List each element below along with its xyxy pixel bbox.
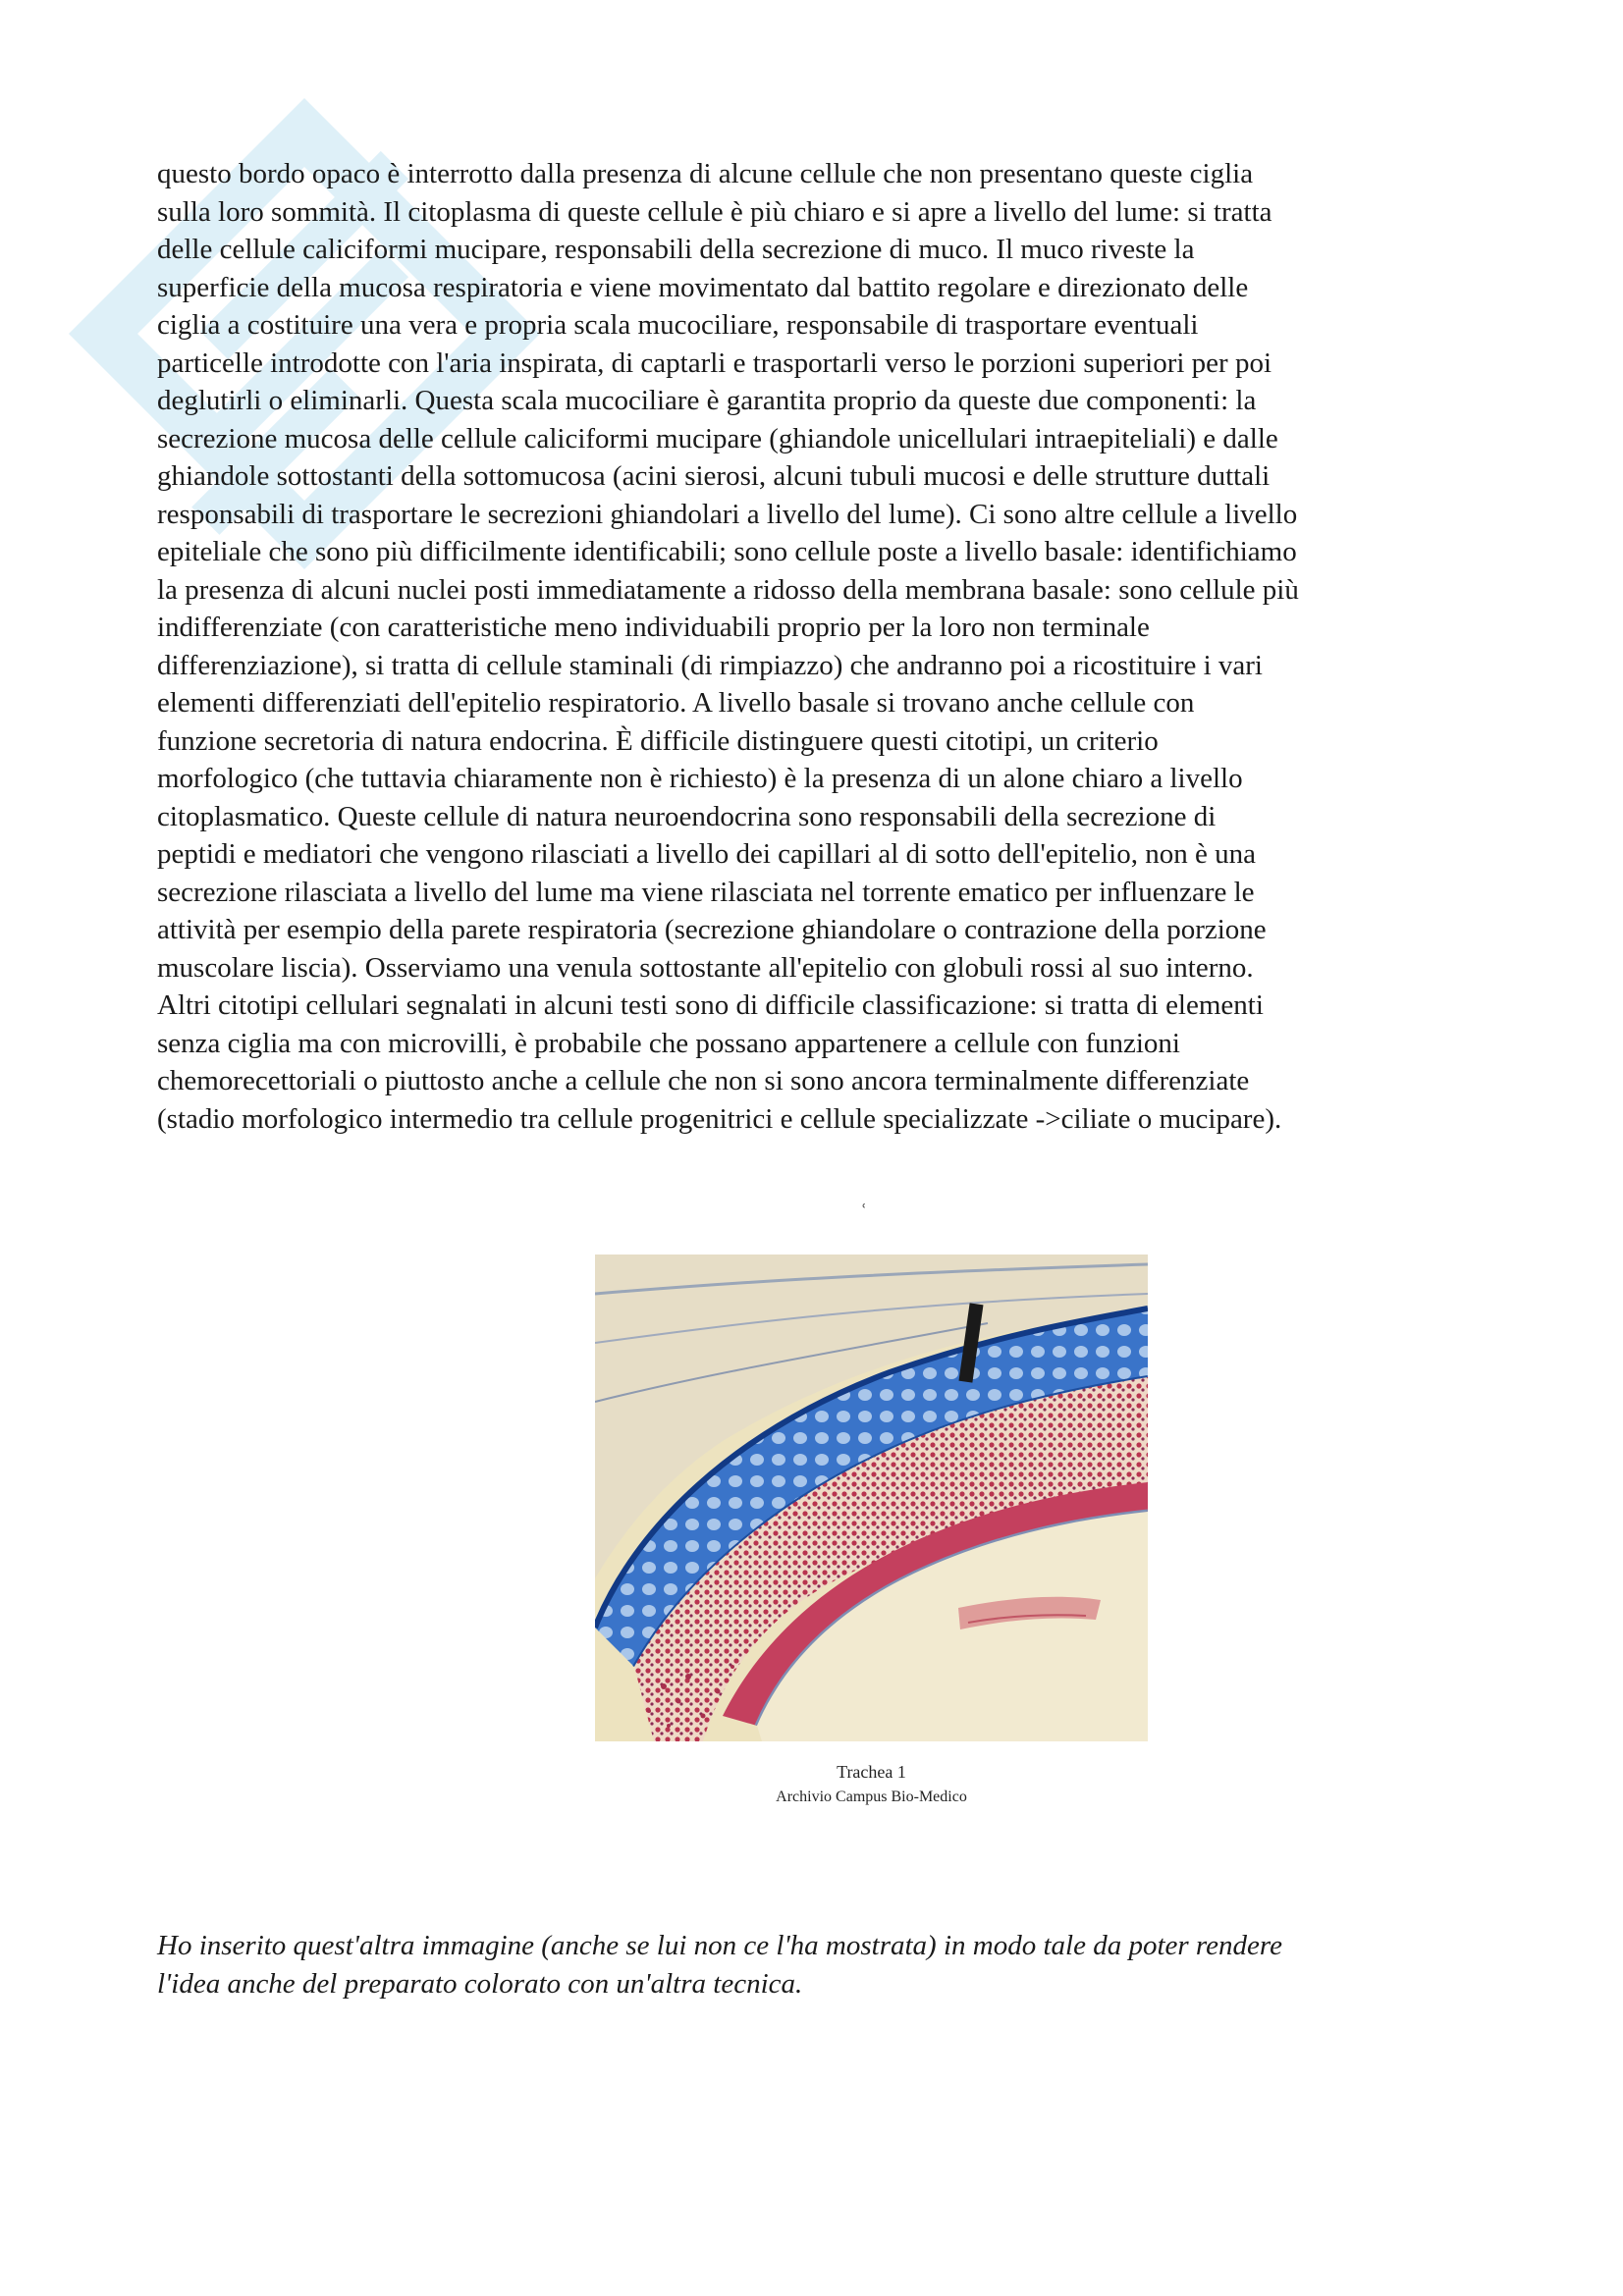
figure-caption-source: Archivio Campus Bio-Medico bbox=[776, 1789, 967, 1805]
figure-caption-title: Trachea 1 bbox=[837, 1762, 906, 1782]
paragraph-line: morfologico (che tuttavia chiaramente non è richiesto) è la presenza di un alone chiaro a livello bbox=[157, 763, 1243, 794]
paragraph-line: differenziazione), si tratta di cellule staminali (di rimpiazzo) che andranno poi a ricostituire i vari bbox=[157, 649, 1263, 681]
stray-mark: ʿ bbox=[860, 1200, 868, 1224]
paragraph-line: sulla loro sommità. Il citoplasma di queste cellule è più chiaro e si apre a livello del lume: si tratta bbox=[157, 195, 1272, 228]
paragraph-line: secrezione rilasciata a livello del lume ma viene rilasciata nel torrente ematico per influenzare le bbox=[157, 876, 1255, 908]
paragraph-line: particelle introdotte con l'aria inspirata, di captarli e trasportarli verso le porzioni superiori per poi bbox=[157, 347, 1272, 379]
body-paragraph bbox=[157, 155, 1492, 1138]
paragraph-line: citoplasmatico. Queste cellule di natura neuroendocrina sono responsabili della secrezione di bbox=[157, 800, 1217, 832]
paragraph-line: questo bordo opaco è interrotto dalla presenza di alcune cellule che non presentano queste ciglia bbox=[157, 158, 1254, 189]
note-line: Ho inserito quest'altra immagine (anche se lui non ce l'ha mostrata) in modo tale da poter rendere bbox=[157, 1930, 1282, 1961]
trachea-histology-image bbox=[595, 1255, 1148, 1741]
paragraph-line: responsabili di trasportare le secrezioni ghiandolari a livello del lume). Ci sono altre cellule a livello bbox=[157, 498, 1298, 530]
paragraph-line: chemorecettoriali o piuttosto anche a cellule che non si sono ancora terminalmente differenziate bbox=[157, 1065, 1250, 1096]
paragraph-line: Altri citotipi cellulari segnalati in alcuni testi sono di difficile classificazione: si tratta di elementi bbox=[157, 989, 1264, 1021]
paragraph-line: secrezione mucosa delle cellule caliciformi mucipare (ghiandole unicellulari intraepiteliali) e dalle bbox=[157, 422, 1278, 454]
paragraph-line: deglutirli o eliminarli. Questa scala mucociliare è garantita proprio da queste due componenti: la bbox=[157, 385, 1257, 416]
paragraph-line: funzione secretoria di natura endocrina. È difficile distinguere questi citotipi, un criterio bbox=[157, 724, 1159, 757]
paragraph-line: peptidi e mediatori che vengono rilasciati a livello dei capillari al di sotto dell'epitelio, non è una bbox=[157, 838, 1256, 870]
paragraph-line: superficie della mucosa respiratoria e viene movimentato dal battito regolare e direzionato delle bbox=[157, 271, 1249, 303]
paragraph-line: senza ciglia ma con microvilli, è probabile che possano appartenere a cellule con funzioni bbox=[157, 1027, 1180, 1059]
paragraph-line: delle cellule caliciformi mucipare, responsabili della secrezione di muco. Il muco riveste la bbox=[157, 234, 1195, 265]
paragraph-line: indifferenziate (con caratteristiche meno individuabili proprio per la loro non terminale bbox=[157, 612, 1150, 643]
trachea-illustration bbox=[595, 1255, 1148, 1741]
paragraph-line: muscolare liscia). Osserviamo una venula sottostante all'epitelio con globuli rossi al suo interno. bbox=[157, 951, 1254, 984]
italic-note bbox=[157, 1927, 1492, 2002]
paragraph-line: attività per esempio della parete respiratoria (secrezione ghiandolare o contrazione della porzione bbox=[157, 914, 1267, 945]
note-line: l'idea anche del preparato colorato con un'altra tecnica. bbox=[157, 1967, 803, 2000]
paragraph-line: la presenza di alcuni nuclei posti immediatamente a ridosso della membrana basale: sono cellule più bbox=[157, 573, 1299, 606]
paragraph-line: elementi differenziati dell'epitelio respiratorio. A livello basale si trovano anche cellule con bbox=[157, 687, 1195, 719]
paragraph-line: (stadio morfologico intermedio tra cellule progenitrici e cellule specializzate ->ciliate o mucipare). bbox=[157, 1102, 1282, 1135]
paragraph-line: epiteliale che sono più difficilmente identificabili; sono cellule poste a livello basale: identifichiamo bbox=[157, 536, 1297, 567]
paragraph-line: ghiandole sottostanti della sottomucosa (acini sierosi, alcuni tubuli mucosi e delle strutture duttali bbox=[157, 460, 1271, 492]
paragraph-line: ciglia a costituire una vera e propria scala mucociliare, responsabile di trasportare eventuali bbox=[157, 309, 1199, 341]
